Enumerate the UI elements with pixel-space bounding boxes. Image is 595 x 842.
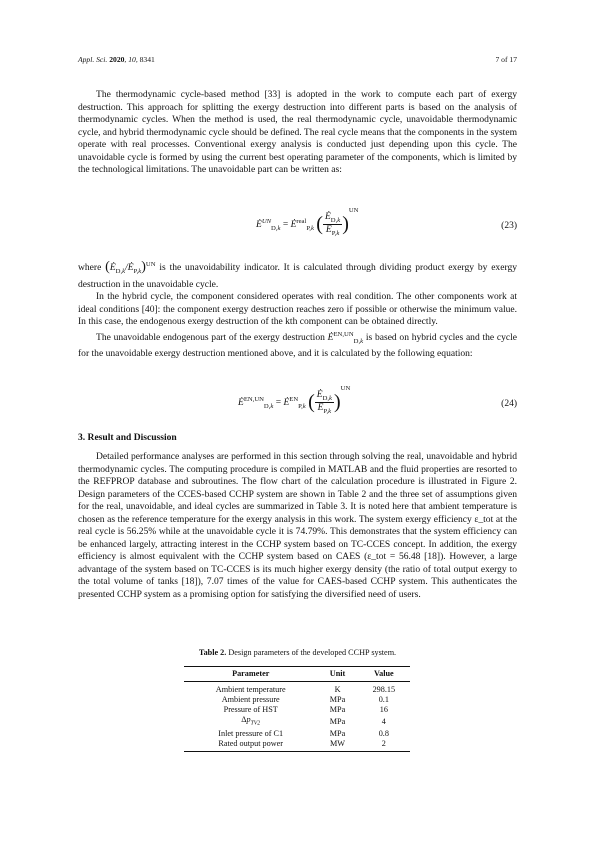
paragraph-results: Detailed performance analyses are performed in this section through solving the real, unavoidable and hybrid thermodynamic cycles. The computing procedure is compiled in MATLAB and the fluid properties are resorted to the REFPROP database and subroutines. The flow chart of the calculation procedure is illustrated in Figure 2. Design parameters of the CCES-based CCHP system are shown in Table 2 and the three set of assumptions given for the real, unavoidable, and ideal cycles are summarized in Table 3. It is noted here that ambient temperature is chosen as the reference temperature for the exergy analysis in this work. The system exergy efficiency ε_tot at the real cycle is 56.25% while at the unavoidable cycle it is 74.79%. This demonstrates that the system efficiency can be enhanced largely, attracting interest in the CCHP system based on TC-CCES concept. In addition, the exergy efficiency is almost equivalent with the CCHP system based on CAES (ε_tot = 56.48 [18]). However, a large advantage of the system based on TC-CCES is its much higher exergy density (the ratio of total output exergy to the total volume of tanks [18]), 7.07 times of the value for CAES-based CCHP system. This authenticates the presented CCHP system as a promising option for satisfying the diversified need of users. bbox=[78, 451, 517, 600]
paragraph-unavoidability: where $(Ė_{D,k}/Ė_{P,k})^{UN}$ is the unavoidability indicator. It is calculated through dividing product exergy by exergy destruction in the unavoidable cycle. bbox=[78, 259, 517, 290]
equation-24-body: $Ė^{EN,UN}_{D,k}$ = $Ė^{EN}_{P,k}$ ( $\frac{Ė_{D,k}}{Ė_{P,k}}$ )$^{UN}$ bbox=[238, 385, 351, 415]
equation-24 bbox=[78, 380, 517, 428]
table-row bbox=[184, 739, 410, 752]
table-cell: 2 bbox=[381, 738, 386, 748]
table-row bbox=[184, 705, 410, 715]
body-text-block-3 bbox=[78, 451, 517, 601]
paragraph-hybrid-cycle: In the hybrid cycle, the component considered operates with real condition. The other components work at ideal conditions [40]: the component exergy destruction reaches zero if possible or otherwise the minimum value. In this case, the endogenous exergy destruction of the kth component can be obtained directly. bbox=[78, 291, 517, 328]
table-caption-text: Design parameters of the developed CCHP system. bbox=[228, 648, 397, 657]
table-header-cell: Value bbox=[373, 669, 394, 678]
table-row bbox=[184, 695, 410, 705]
table-row bbox=[184, 682, 410, 696]
table-cell: Ambient temperature bbox=[215, 685, 286, 694]
table-cell: MPa bbox=[329, 716, 346, 726]
journal-volume: 10 bbox=[128, 55, 136, 64]
table-caption-label: Table 2. bbox=[198, 648, 227, 657]
table-header-cell: Parameter bbox=[232, 669, 270, 678]
table-cell: MPa bbox=[329, 705, 346, 714]
section-heading: 3. Result and Discussion bbox=[78, 432, 177, 443]
table-row bbox=[184, 729, 410, 739]
table-cell: 298.15 bbox=[372, 685, 396, 694]
table-cell: Pressure of HST bbox=[223, 705, 278, 714]
journal-year: 2020 bbox=[109, 55, 125, 64]
equation-23-body: $Ė^{UN}_{D,k}$ = $Ė^{real}_{P,k}$ ( $\frac{Ė_{D,k}}{Ė_{P,k}}$ )$^{UN}$ bbox=[256, 207, 359, 237]
paragraph-endogenous: The unavoidable endogenous part of the exergy destruction $Ė^{EN,UN}_{D,k}$ is based on hybrid cycles and the cycle for the unavoidable exergy destruction mentioned above, and it is calculated by the following equation: bbox=[78, 330, 517, 360]
table-cell: $\Delta p_{TV2}$ bbox=[241, 715, 261, 727]
paragraph-cycle-method: The thermodynamic cycle-based method [33] is adopted in the work to compute each part of exergy destruction. This approach for splitting the exergy destruction into different parts is based on the analysis of thermodynamic cycles. When the method is used, the real thermodynamic cycle, unavoidable thermodynamic cycle, and hybrid thermodynamic cycle should be defined. The real cycle means that the components in the system operate with real processes. Conventional exergy analysis is conducted just depending upon this cycle. The unavoidable cycle is formed by using the current best operating parameter of the components, which is limited by the technological limitations. The unavoidable part can be written as: bbox=[78, 89, 517, 175]
running-header: Appl. Sci. 2020, 10, 8341 7 of 17 bbox=[78, 55, 517, 64]
body-text-block-1 bbox=[78, 89, 517, 177]
design-parameters-table bbox=[184, 666, 410, 752]
table-cell: MPa bbox=[329, 695, 346, 704]
table-row bbox=[184, 715, 410, 729]
equation-23 bbox=[78, 200, 517, 252]
table-cell: Inlet pressure of C1 bbox=[218, 728, 284, 738]
equation-24-number: (24) bbox=[501, 399, 517, 409]
table-cell: MPa bbox=[329, 728, 346, 738]
table-cell: Rated output power bbox=[218, 738, 283, 748]
equation-23-number: (23) bbox=[501, 221, 517, 231]
table-cell: 16 bbox=[379, 705, 388, 714]
table-cell: 0.1 bbox=[378, 695, 389, 704]
table-cell: K bbox=[334, 685, 341, 694]
table-header-cell: Unit bbox=[329, 669, 346, 678]
page-label: 7 of 17 bbox=[495, 55, 517, 64]
table-cell: 4 bbox=[381, 716, 386, 726]
body-text-block-2 bbox=[78, 259, 517, 361]
journal-name: Appl. Sci. bbox=[78, 55, 108, 64]
article-number: 8341 bbox=[139, 55, 155, 64]
table-cell: 0.8 bbox=[378, 728, 389, 738]
table-cell: Ambient pressure bbox=[221, 695, 280, 704]
table-cell: MW bbox=[330, 738, 346, 748]
table-caption bbox=[78, 648, 517, 657]
table-header-row bbox=[184, 667, 410, 682]
